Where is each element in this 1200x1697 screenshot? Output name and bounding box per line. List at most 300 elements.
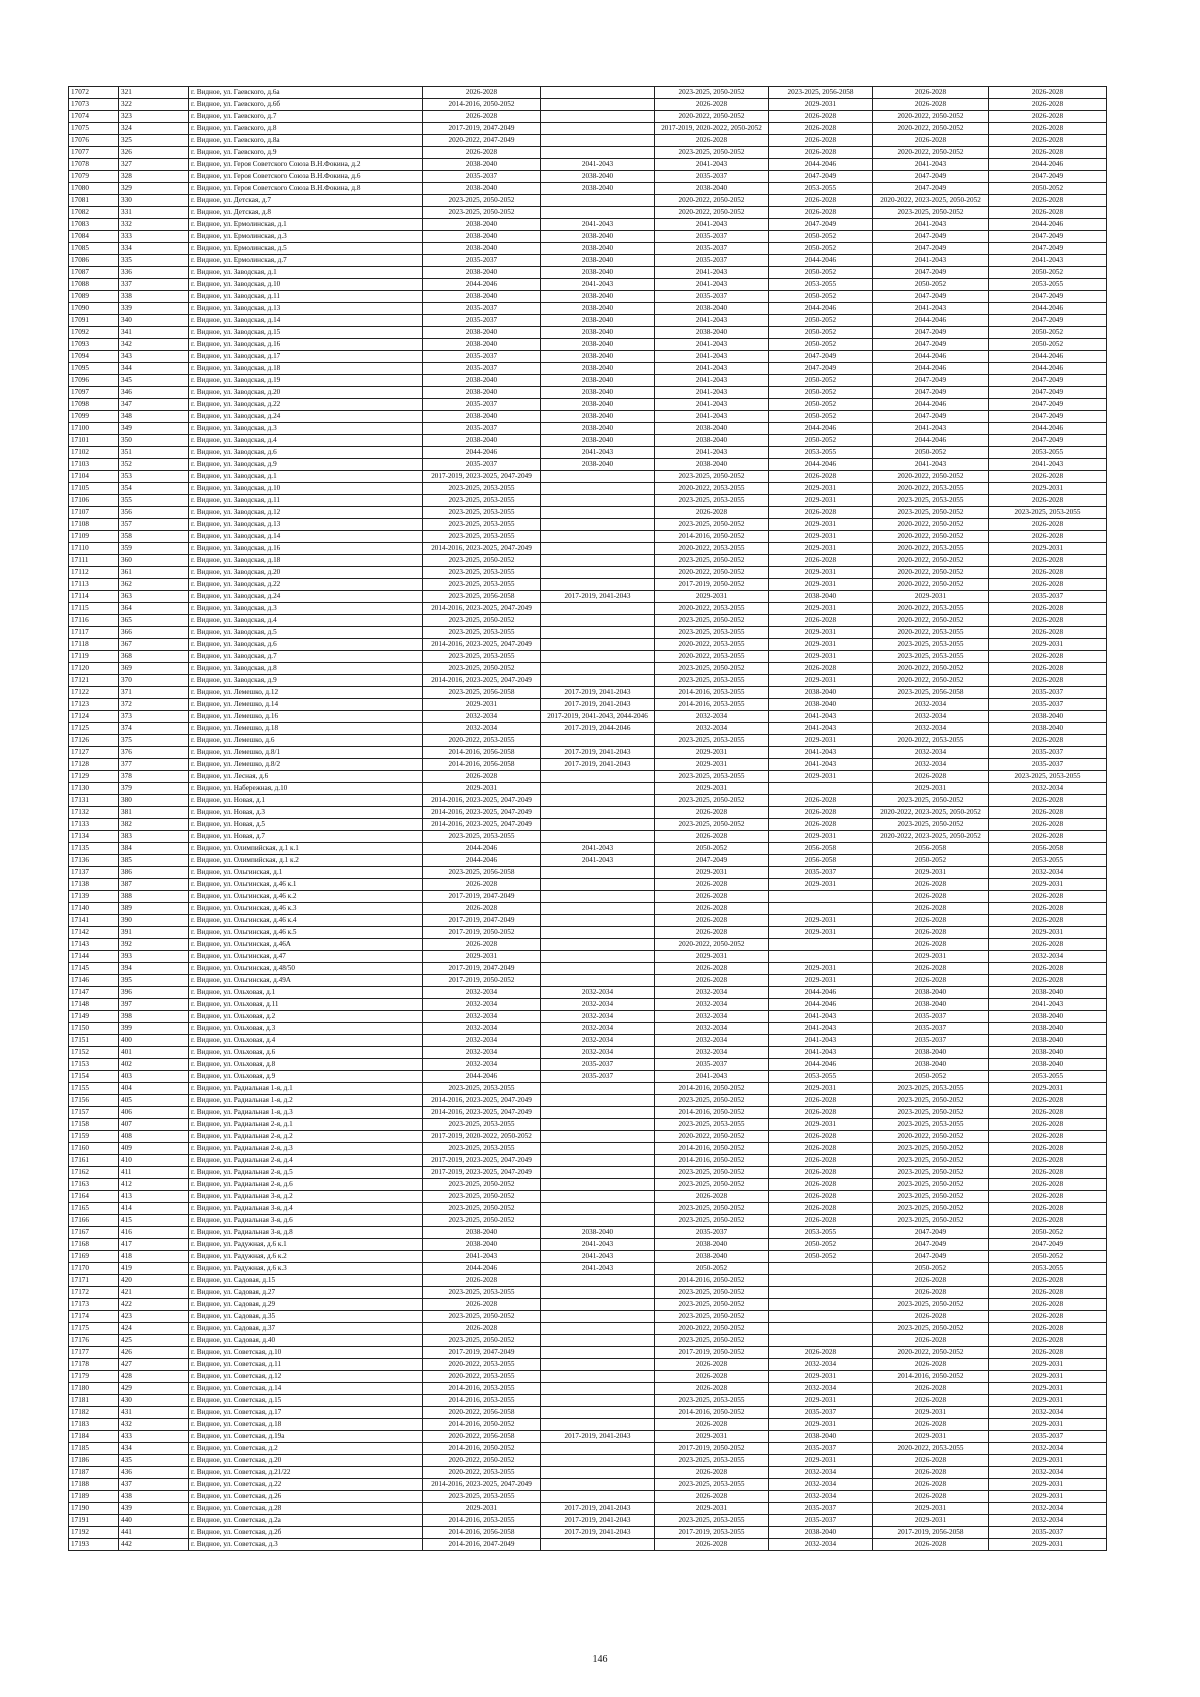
- cell-period-2: [541, 603, 655, 615]
- table-row: [69, 663, 1107, 675]
- cell-period-6: 2026-2028: [989, 1095, 1107, 1107]
- cell-address: г. Видное, ул. Заводская, д.22: [189, 399, 423, 411]
- cell-row-id: 17155: [69, 1083, 119, 1095]
- cell-period-4: 2044-2046: [769, 987, 873, 999]
- cell-period-1: 2038-2040: [423, 375, 541, 387]
- cell-period-6: 2026-2028: [989, 831, 1107, 843]
- schedule-table-container: [68, 86, 1106, 1551]
- cell-address: г. Видное, ул. Заводская, д.5: [189, 627, 423, 639]
- cell-row-id: 17106: [69, 495, 119, 507]
- cell-period-1: 2026-2028: [423, 147, 541, 159]
- cell-period-4: 2038-2040: [769, 687, 873, 699]
- cell-period-5: 2035-2037: [873, 1011, 989, 1023]
- table-row: [69, 87, 1107, 99]
- cell-period-2: 2038-2040: [541, 243, 655, 255]
- cell-period-4: 2053-2055: [769, 279, 873, 291]
- cell-address: г. Видное, ул. Лемешко, д.16: [189, 711, 423, 723]
- cell-period-5: 2032-2034: [873, 759, 989, 771]
- cell-period-6: 2023-2025, 2053-2055: [989, 507, 1107, 519]
- cell-house-number: 335: [119, 255, 189, 267]
- cell-period-4: 2026-2028: [769, 123, 873, 135]
- cell-address: г. Видное, ул. Ольгинская, д.1: [189, 867, 423, 879]
- cell-period-6: 2044-2046: [989, 363, 1107, 375]
- table-row: [69, 1071, 1107, 1083]
- cell-row-id: 17168: [69, 1239, 119, 1251]
- cell-period-5: 2038-2040: [873, 987, 989, 999]
- cell-row-id: 17087: [69, 267, 119, 279]
- table-row: [69, 999, 1107, 1011]
- cell-period-2: [541, 675, 655, 687]
- cell-period-3: 2023-2025, 2050-2052: [655, 147, 769, 159]
- cell-row-id: 17111: [69, 555, 119, 567]
- cell-period-6: 2026-2028: [989, 1155, 1107, 1167]
- cell-address: г. Видное, ул. Садовая, д.35: [189, 1311, 423, 1323]
- cell-period-3: 2014-2016, 2050-2052: [655, 531, 769, 543]
- cell-period-1: 2038-2040: [423, 267, 541, 279]
- cell-house-number: 324: [119, 123, 189, 135]
- cell-period-6: 2026-2028: [989, 1203, 1107, 1215]
- cell-period-6: 2026-2028: [989, 819, 1107, 831]
- cell-period-5: 2026-2028: [873, 1395, 989, 1407]
- cell-period-6: 2047-2049: [989, 291, 1107, 303]
- cell-period-4: 2044-2046: [769, 159, 873, 171]
- cell-row-id: 17142: [69, 927, 119, 939]
- cell-period-5: 2020-2022, 2053-2055: [873, 627, 989, 639]
- cell-row-id: 17193: [69, 1539, 119, 1551]
- cell-period-3: 2023-2025, 2053-2055: [655, 675, 769, 687]
- cell-house-number: 365: [119, 615, 189, 627]
- cell-house-number: 329: [119, 183, 189, 195]
- table-row: [69, 1491, 1107, 1503]
- cell-house-number: 356: [119, 507, 189, 519]
- cell-period-2: 2041-2043: [541, 447, 655, 459]
- cell-period-1: 2044-2046: [423, 279, 541, 291]
- cell-house-number: 372: [119, 699, 189, 711]
- cell-period-3: 2035-2037: [655, 243, 769, 255]
- cell-period-3: 2032-2034: [655, 1047, 769, 1059]
- cell-house-number: 348: [119, 411, 189, 423]
- cell-period-3: 2023-2025, 2053-2055: [655, 1455, 769, 1467]
- cell-period-5: 2023-2025, 2053-2055: [873, 495, 989, 507]
- cell-period-1: 2017-2019, 2047-2049: [423, 123, 541, 135]
- cell-address: г. Видное, ул. Радиальная 2-я, д.3: [189, 1143, 423, 1155]
- cell-period-2: [541, 1491, 655, 1503]
- cell-period-6: 2026-2028: [989, 663, 1107, 675]
- table-row: [69, 1131, 1107, 1143]
- cell-period-6: 2038-2040: [989, 1011, 1107, 1023]
- table-row: [69, 495, 1107, 507]
- cell-period-6: 2035-2037: [989, 1431, 1107, 1443]
- table-row: [69, 327, 1107, 339]
- cell-period-2: 2041-2043: [541, 843, 655, 855]
- cell-period-6: 2044-2046: [989, 423, 1107, 435]
- cell-period-2: [541, 135, 655, 147]
- cell-period-2: 2032-2034: [541, 1035, 655, 1047]
- table-row: [69, 1167, 1107, 1179]
- cell-house-number: 339: [119, 303, 189, 315]
- cell-period-5: 2029-2031: [873, 591, 989, 603]
- cell-address: г. Видное, ул. Заводская, д.20: [189, 387, 423, 399]
- cell-row-id: 17167: [69, 1227, 119, 1239]
- table-row: [69, 1431, 1107, 1443]
- cell-house-number: 325: [119, 135, 189, 147]
- cell-period-2: 2041-2043: [541, 279, 655, 291]
- cell-row-id: 17135: [69, 843, 119, 855]
- cell-period-2: [541, 807, 655, 819]
- cell-period-3: 2020-2022, 2050-2052: [655, 567, 769, 579]
- cell-address: г. Видное, ул. Ольховая, д.9: [189, 1071, 423, 1083]
- cell-period-1: 2020-2022, 2047-2049: [423, 135, 541, 147]
- cell-house-number: 440: [119, 1515, 189, 1527]
- cell-period-4: 2032-2034: [769, 1539, 873, 1551]
- cell-period-5: 2047-2049: [873, 387, 989, 399]
- cell-house-number: 398: [119, 1011, 189, 1023]
- cell-period-4: 2026-2028: [769, 1203, 873, 1215]
- cell-house-number: 378: [119, 771, 189, 783]
- table-row: [69, 1539, 1107, 1551]
- cell-period-2: 2038-2040: [541, 339, 655, 351]
- cell-period-3: 2026-2028: [655, 1359, 769, 1371]
- cell-period-1: 2038-2040: [423, 339, 541, 351]
- cell-house-number: 351: [119, 447, 189, 459]
- cell-period-2: [541, 543, 655, 555]
- cell-period-3: 2017-2019, 2020-2022, 2050-2052: [655, 123, 769, 135]
- cell-period-3: 2020-2022, 2050-2052: [655, 1323, 769, 1335]
- cell-period-6: 2026-2028: [989, 123, 1107, 135]
- cell-period-3: 2023-2025, 2050-2052: [655, 1299, 769, 1311]
- cell-period-1: 2032-2034: [423, 1059, 541, 1071]
- cell-house-number: 384: [119, 843, 189, 855]
- cell-period-5: 2023-2025, 2053-2055: [873, 1119, 989, 1131]
- cell-period-5: 2023-2025, 2053-2055: [873, 639, 989, 651]
- cell-period-2: 2041-2043: [541, 1251, 655, 1263]
- cell-period-4: 2050-2052: [769, 291, 873, 303]
- cell-period-4: [769, 891, 873, 903]
- cell-period-3: 2017-2019, 2050-2052: [655, 1443, 769, 1455]
- cell-period-5: 2026-2028: [873, 1419, 989, 1431]
- cell-period-5: 2047-2049: [873, 183, 989, 195]
- cell-period-2: 2038-2040: [541, 303, 655, 315]
- cell-row-id: 17186: [69, 1455, 119, 1467]
- cell-period-1: 2038-2040: [423, 231, 541, 243]
- cell-period-2: [541, 1419, 655, 1431]
- cell-period-4: 2053-2055: [769, 1227, 873, 1239]
- cell-period-4: 2044-2046: [769, 999, 873, 1011]
- table-row: [69, 1467, 1107, 1479]
- cell-row-id: 17092: [69, 327, 119, 339]
- cell-period-4: 2032-2034: [769, 1479, 873, 1491]
- cell-period-6: 2053-2055: [989, 1071, 1107, 1083]
- cell-period-4: 2026-2028: [769, 615, 873, 627]
- cell-period-4: 2026-2028: [769, 663, 873, 675]
- cell-period-3: 2023-2025, 2053-2055: [655, 771, 769, 783]
- cell-period-6: 2026-2028: [989, 1287, 1107, 1299]
- cell-period-1: 2014-2016, 2023-2025, 2047-2049: [423, 639, 541, 651]
- cell-period-5: 2023-2025, 2053-2055: [873, 651, 989, 663]
- cell-period-3: 2041-2043: [655, 279, 769, 291]
- cell-house-number: 418: [119, 1251, 189, 1263]
- cell-house-number: 334: [119, 243, 189, 255]
- cell-address: г. Видное, ул. Гаевского, д.8а: [189, 135, 423, 147]
- table-row: [69, 123, 1107, 135]
- cell-row-id: 17188: [69, 1479, 119, 1491]
- table-row: [69, 531, 1107, 543]
- table-row: [69, 1527, 1107, 1539]
- cell-period-5: 2020-2022, 2050-2052: [873, 675, 989, 687]
- cell-period-3: 2023-2025, 2053-2055: [655, 1395, 769, 1407]
- cell-period-3: 2026-2028: [655, 807, 769, 819]
- cell-row-id: 17129: [69, 771, 119, 783]
- cell-period-4: [769, 903, 873, 915]
- cell-period-2: 2038-2040: [541, 351, 655, 363]
- cell-period-3: 2023-2025, 2050-2052: [655, 1095, 769, 1107]
- cell-period-4: 2026-2028: [769, 195, 873, 207]
- cell-period-6: 2026-2028: [989, 939, 1107, 951]
- cell-address: г. Видное, ул. Радиальная 1-я, д.1: [189, 1083, 423, 1095]
- cell-period-5: 2020-2022, 2023-2025, 2050-2052: [873, 195, 989, 207]
- cell-period-1: 2035-2037: [423, 255, 541, 267]
- cell-period-4: 2029-2031: [769, 603, 873, 615]
- cell-period-6: 2026-2028: [989, 1179, 1107, 1191]
- cell-period-4: 2026-2028: [769, 1095, 873, 1107]
- cell-house-number: 424: [119, 1323, 189, 1335]
- cell-period-3: 2023-2025, 2050-2052: [655, 795, 769, 807]
- cell-house-number: 338: [119, 291, 189, 303]
- cell-period-4: 2029-2031: [769, 1371, 873, 1383]
- cell-period-3: 2038-2040: [655, 435, 769, 447]
- cell-address: г. Видное, ул. Лемешко, д.8/1: [189, 747, 423, 759]
- cell-period-1: 2023-2025, 2053-2055: [423, 627, 541, 639]
- cell-row-id: 17159: [69, 1131, 119, 1143]
- cell-period-4: 2029-2031: [769, 1455, 873, 1467]
- cell-period-1: 2026-2028: [423, 1323, 541, 1335]
- table-row: [69, 795, 1107, 807]
- cell-period-4: 2038-2040: [769, 591, 873, 603]
- cell-period-5: 2020-2022, 2053-2055: [873, 735, 989, 747]
- cell-period-1: 2035-2037: [423, 303, 541, 315]
- cell-address: г. Видное, ул. Заводская, д.14: [189, 531, 423, 543]
- cell-period-3: 2041-2043: [655, 1071, 769, 1083]
- cell-row-id: 17173: [69, 1299, 119, 1311]
- cell-house-number: 428: [119, 1371, 189, 1383]
- cell-period-1: 2023-2025, 2053-2055: [423, 531, 541, 543]
- cell-period-2: [541, 507, 655, 519]
- cell-row-id: 17124: [69, 711, 119, 723]
- cell-row-id: 17162: [69, 1167, 119, 1179]
- cell-period-2: [541, 1395, 655, 1407]
- cell-period-4: 2029-2031: [769, 963, 873, 975]
- table-row: [69, 1179, 1107, 1191]
- cell-period-4: 2029-2031: [769, 495, 873, 507]
- cell-house-number: 328: [119, 171, 189, 183]
- cell-address: г. Видное, ул. Радиальная 3-я, д.6: [189, 1215, 423, 1227]
- cell-period-4: 2029-2031: [769, 483, 873, 495]
- cell-period-5: 2020-2022, 2053-2055: [873, 543, 989, 555]
- cell-period-5: 2023-2025, 2056-2058: [873, 687, 989, 699]
- cell-period-5: 2026-2028: [873, 939, 989, 951]
- cell-row-id: 17153: [69, 1059, 119, 1071]
- cell-period-4: 2026-2028: [769, 147, 873, 159]
- cell-period-6: 2047-2049: [989, 435, 1107, 447]
- cell-address: г. Видное, ул. Олимпийская, д.1 к.1: [189, 843, 423, 855]
- cell-address: г. Видное, ул. Заводская, д.3: [189, 423, 423, 435]
- cell-period-2: 2038-2040: [541, 459, 655, 471]
- cell-period-6: 2029-2031: [989, 1395, 1107, 1407]
- cell-house-number: 344: [119, 363, 189, 375]
- cell-period-4: 2023-2025, 2056-2058: [769, 87, 873, 99]
- cell-period-3: 2014-2016, 2050-2052: [655, 1107, 769, 1119]
- cell-period-5: 2023-2025, 2050-2052: [873, 207, 989, 219]
- cell-period-6: 2026-2028: [989, 1311, 1107, 1323]
- cell-row-id: 17163: [69, 1179, 119, 1191]
- cell-period-3: 2020-2022, 2050-2052: [655, 1131, 769, 1143]
- cell-row-id: 17144: [69, 951, 119, 963]
- cell-row-id: 17133: [69, 819, 119, 831]
- cell-period-2: [541, 1323, 655, 1335]
- cell-period-2: 2038-2040: [541, 387, 655, 399]
- cell-period-5: 2047-2049: [873, 267, 989, 279]
- cell-period-5: 2035-2037: [873, 1035, 989, 1047]
- cell-period-2: [541, 879, 655, 891]
- cell-period-3: 2023-2025, 2050-2052: [655, 1167, 769, 1179]
- cell-period-5: 2026-2028: [873, 1467, 989, 1479]
- cell-house-number: 333: [119, 231, 189, 243]
- cell-period-6: 2029-2031: [989, 1539, 1107, 1551]
- cell-period-3: 2032-2034: [655, 1023, 769, 1035]
- cell-row-id: 17192: [69, 1527, 119, 1539]
- cell-row-id: 17081: [69, 195, 119, 207]
- cell-period-2: [541, 519, 655, 531]
- cell-period-5: 2044-2046: [873, 363, 989, 375]
- cell-period-2: [541, 1455, 655, 1467]
- cell-address: г. Видное, ул. Советская, д.19а: [189, 1431, 423, 1443]
- cell-address: г. Видное, ул. Радиальная 2-я, д.5: [189, 1167, 423, 1179]
- cell-period-3: 2023-2025, 2050-2052: [655, 519, 769, 531]
- table-row: [69, 171, 1107, 183]
- cell-period-5: 2023-2025, 2053-2055: [873, 1083, 989, 1095]
- table-row: [69, 867, 1107, 879]
- cell-period-4: 2026-2028: [769, 819, 873, 831]
- cell-house-number: 385: [119, 855, 189, 867]
- cell-period-3: 2023-2025, 2050-2052: [655, 1179, 769, 1191]
- cell-period-1: 2014-2016, 2023-2025, 2047-2049: [423, 603, 541, 615]
- cell-period-1: 2029-2031: [423, 951, 541, 963]
- cell-row-id: 17145: [69, 963, 119, 975]
- cell-period-2: 2017-2019, 2041-2043: [541, 1515, 655, 1527]
- cell-period-6: 2047-2049: [989, 1239, 1107, 1251]
- cell-period-5: 2020-2022, 2050-2052: [873, 147, 989, 159]
- cell-period-6: 2032-2034: [989, 951, 1107, 963]
- cell-address: г. Видное, ул. Ольгинская, д.46А: [189, 939, 423, 951]
- cell-period-2: 2017-2019, 2041-2043: [541, 747, 655, 759]
- cell-period-3: 2041-2043: [655, 219, 769, 231]
- cell-period-5: 2026-2028: [873, 1311, 989, 1323]
- table-row: [69, 315, 1107, 327]
- table-row: [69, 735, 1107, 747]
- cell-period-4: 2050-2052: [769, 411, 873, 423]
- cell-period-3: 2023-2025, 2050-2052: [655, 819, 769, 831]
- cell-row-id: 17119: [69, 651, 119, 663]
- cell-period-4: 2050-2052: [769, 267, 873, 279]
- cell-period-2: [541, 567, 655, 579]
- cell-period-6: 2032-2034: [989, 1515, 1107, 1527]
- cell-period-1: 2023-2025, 2053-2055: [423, 519, 541, 531]
- cell-address: г. Видное, ул. Ольховая, д.3: [189, 1023, 423, 1035]
- table-row: [69, 1143, 1107, 1155]
- cell-house-number: 358: [119, 531, 189, 543]
- cell-period-6: 2026-2028: [989, 1299, 1107, 1311]
- cell-period-3: 2023-2025, 2053-2055: [655, 495, 769, 507]
- cell-period-3: 2038-2040: [655, 1239, 769, 1251]
- cell-period-2: [541, 1275, 655, 1287]
- cell-period-3: 2038-2040: [655, 1251, 769, 1263]
- cell-period-6: 2050-2052: [989, 183, 1107, 195]
- cell-address: г. Видное, ул. Гаевского, д.9: [189, 147, 423, 159]
- cell-period-1: 2026-2028: [423, 879, 541, 891]
- cell-row-id: 17095: [69, 363, 119, 375]
- cell-period-3: 2029-2031: [655, 951, 769, 963]
- cell-period-5: 2044-2046: [873, 315, 989, 327]
- cell-period-6: 2029-2031: [989, 1491, 1107, 1503]
- cell-period-3: 2035-2037: [655, 231, 769, 243]
- cell-row-id: 17157: [69, 1107, 119, 1119]
- cell-period-1: 2032-2034: [423, 1011, 541, 1023]
- cell-period-1: 2038-2040: [423, 1227, 541, 1239]
- table-row: [69, 1515, 1107, 1527]
- cell-period-2: 2017-2019, 2041-2043: [541, 687, 655, 699]
- cell-period-5: 2050-2052: [873, 447, 989, 459]
- cell-period-1: 2038-2040: [423, 159, 541, 171]
- cell-period-1: 2029-2031: [423, 783, 541, 795]
- cell-period-3: 2041-2043: [655, 375, 769, 387]
- cell-period-4: 2056-2058: [769, 843, 873, 855]
- cell-house-number: 376: [119, 747, 189, 759]
- cell-period-3: 2020-2022, 2050-2052: [655, 207, 769, 219]
- table-row: [69, 423, 1107, 435]
- cell-period-1: 2026-2028: [423, 771, 541, 783]
- table-row: [69, 399, 1107, 411]
- cell-period-5: 2047-2049: [873, 1227, 989, 1239]
- cell-period-4: 2029-2031: [769, 543, 873, 555]
- cell-house-number: 394: [119, 963, 189, 975]
- cell-period-1: 2020-2022, 2053-2055: [423, 1467, 541, 1479]
- cell-period-3: 2029-2031: [655, 759, 769, 771]
- cell-period-6: 2044-2046: [989, 219, 1107, 231]
- cell-period-1: 2044-2046: [423, 843, 541, 855]
- cell-period-3: 2026-2028: [655, 975, 769, 987]
- cell-house-number: 379: [119, 783, 189, 795]
- cell-row-id: 17136: [69, 855, 119, 867]
- cell-house-number: 346: [119, 387, 189, 399]
- cell-row-id: 17093: [69, 339, 119, 351]
- cell-period-5: 2044-2046: [873, 399, 989, 411]
- cell-period-6: 2026-2028: [989, 903, 1107, 915]
- cell-period-2: 2017-2019, 2041-2043: [541, 1527, 655, 1539]
- cell-row-id: 17177: [69, 1347, 119, 1359]
- cell-period-1: 2023-2025, 2050-2052: [423, 663, 541, 675]
- cell-period-6: 2035-2037: [989, 699, 1107, 711]
- cell-address: г. Видное, ул. Заводская, д.4: [189, 435, 423, 447]
- table-row: [69, 411, 1107, 423]
- cell-period-5: 2044-2046: [873, 351, 989, 363]
- cell-period-5: 2029-2031: [873, 1515, 989, 1527]
- cell-period-4: 2050-2052: [769, 399, 873, 411]
- cell-row-id: 17076: [69, 135, 119, 147]
- cell-period-1: 2032-2034: [423, 1047, 541, 1059]
- cell-period-6: 2047-2049: [989, 387, 1107, 399]
- cell-period-3: 2029-2031: [655, 783, 769, 795]
- cell-row-id: 17083: [69, 219, 119, 231]
